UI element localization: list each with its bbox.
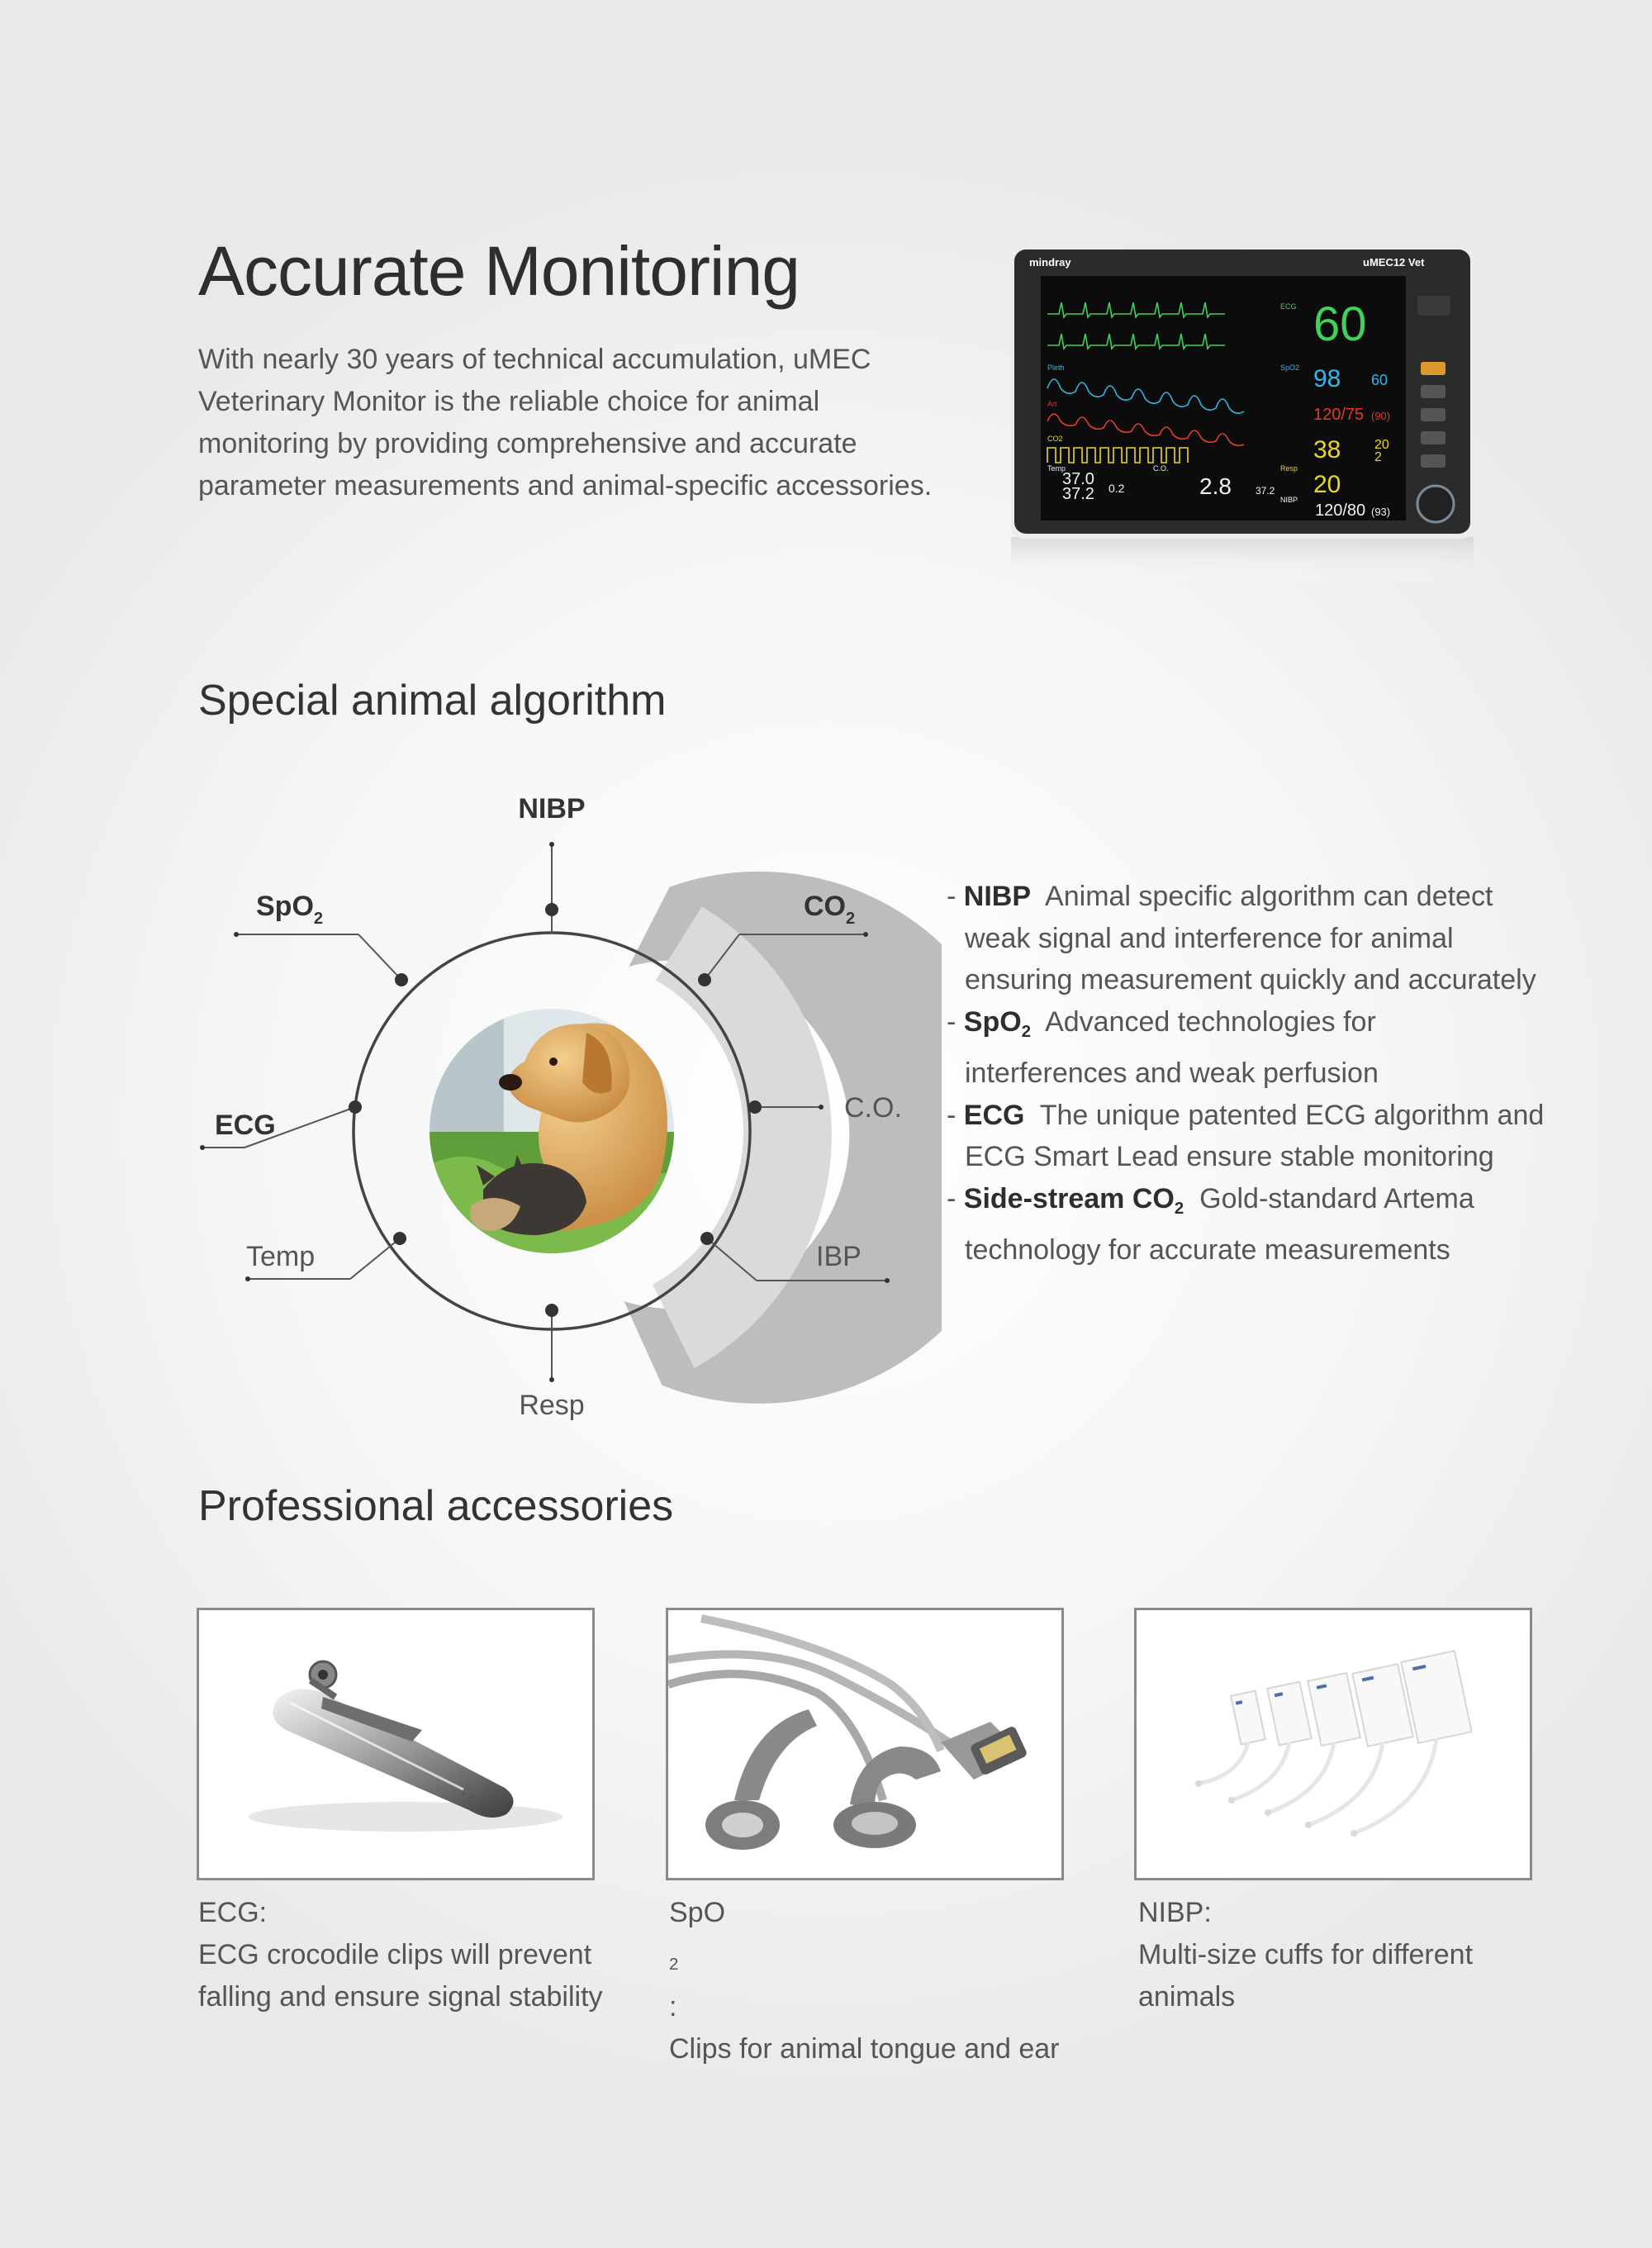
monitor-hr-value: 60 bbox=[1313, 297, 1367, 351]
algorithm-heading: Special animal algorithm bbox=[198, 677, 667, 725]
desc-line: Animal specific algorithm can detect bbox=[1045, 881, 1493, 912]
monitor-tb: 37.2 bbox=[1256, 485, 1275, 497]
node-spo2 bbox=[395, 973, 408, 986]
monitor-pleth-label: Pleth bbox=[1047, 364, 1065, 372]
end-dot bbox=[885, 1278, 890, 1283]
label-co2-sub: 2 bbox=[846, 910, 856, 928]
monitor-alarm-key bbox=[1421, 362, 1446, 375]
connector-temp bbox=[350, 1238, 400, 1279]
monitor-nibp-mean: (93) bbox=[1371, 506, 1391, 518]
caption-line: Multi-size cuffs for different bbox=[1138, 1939, 1474, 1970]
desc-prefix: - bbox=[947, 1099, 964, 1131]
monitor-key bbox=[1421, 454, 1446, 468]
caption-line: Clips for animal tongue and ear bbox=[669, 2033, 1060, 2065]
monitor-art-label: Art bbox=[1047, 400, 1057, 408]
caption-title-main: ECG: bbox=[198, 1897, 268, 1928]
caption-title bbox=[198, 1892, 628, 1934]
node-temp bbox=[393, 1232, 406, 1245]
monitor-brand: mindray bbox=[1029, 256, 1071, 269]
nibp-cuffs-illustration bbox=[1137, 1610, 1530, 1878]
monitor-spo2-label: SpO2 bbox=[1280, 364, 1300, 372]
caption-title-tail: : bbox=[669, 1991, 677, 2023]
desc-co2 bbox=[947, 1178, 1624, 1271]
monitor-resp-label: Resp bbox=[1280, 464, 1298, 473]
monitor-product-image bbox=[1008, 246, 1477, 587]
desc-term: ECG bbox=[963, 1099, 1025, 1131]
caption-title-main: NIBP: bbox=[1138, 1897, 1212, 1928]
intro-line: Veterinary Monitor is the reliable choice for animal bbox=[198, 386, 820, 417]
accessories-heading: Professional accessories bbox=[198, 1482, 674, 1530]
monitor-co-label: C.O. bbox=[1153, 464, 1169, 473]
desc-line: technology for accurate measurements bbox=[965, 1234, 1450, 1267]
desc-row bbox=[947, 1178, 1624, 1230]
desc-row bbox=[947, 1001, 1624, 1053]
monitor-td: 0.2 bbox=[1108, 482, 1125, 495]
end-dot bbox=[863, 932, 868, 937]
label-temp: Temp bbox=[246, 1241, 316, 1272]
desc-term-main: Side-stream CO bbox=[963, 1182, 1175, 1214]
monitor-t1: 37.0 bbox=[1062, 470, 1094, 488]
accessory-image-nibp bbox=[1134, 1608, 1532, 1880]
desc-term bbox=[963, 1182, 1184, 1218]
desc-term-sub: 2 bbox=[1174, 1199, 1184, 1218]
monitor-co2-b: 20 bbox=[1374, 438, 1389, 452]
monitor-key bbox=[1421, 408, 1446, 421]
monitor-model: uMEC12 Vet bbox=[1363, 256, 1425, 269]
monitor-key bbox=[1421, 431, 1446, 444]
end-dot bbox=[234, 932, 239, 937]
node-nibp bbox=[545, 903, 558, 916]
end-dot bbox=[245, 1276, 250, 1281]
monitor-temp-label: Temp bbox=[1047, 464, 1066, 473]
monitor-key bbox=[1421, 385, 1446, 398]
monitor-t2: 37.2 bbox=[1062, 485, 1094, 503]
monitor-resp-value: 20 bbox=[1313, 471, 1341, 498]
label-spo2-main: SpO bbox=[256, 891, 314, 922]
algorithm-descriptions bbox=[947, 876, 1624, 1271]
desc-term-main: SpO bbox=[963, 1005, 1022, 1038]
monitor-nibp-label: NIBP bbox=[1280, 496, 1298, 504]
monitor-reflection bbox=[1011, 537, 1474, 583]
label-spo2 bbox=[256, 891, 323, 928]
caption-line: falling and ensure signal stability bbox=[198, 1981, 603, 2013]
caption-ecg bbox=[198, 1892, 628, 2018]
monitor-spo2-value: 98 bbox=[1313, 365, 1341, 392]
monitor-pr-value: 60 bbox=[1371, 372, 1389, 388]
intro-paragraph bbox=[198, 339, 942, 507]
label-co: C.O. bbox=[844, 1092, 902, 1124]
page-title: Accurate Monitoring bbox=[198, 232, 800, 310]
caption-line: animals bbox=[1138, 1981, 1236, 2013]
desc-line: Advanced technologies for bbox=[1045, 1005, 1376, 1038]
node-co2 bbox=[698, 973, 711, 986]
intro-line: monitoring by providing comprehensive and accurate bbox=[198, 428, 857, 459]
intro-line: parameter measurements and animal-specific accessories. bbox=[198, 470, 933, 501]
desc-line: Gold-standard Artema bbox=[1199, 1182, 1474, 1214]
caption-spo2 bbox=[669, 1892, 1099, 2070]
desc-term bbox=[963, 1005, 1032, 1041]
desc-line: weak signal and interference for animal bbox=[965, 922, 1454, 954]
monitor-co-value: 2.8 bbox=[1199, 473, 1232, 499]
end-dot bbox=[819, 1105, 824, 1110]
connector-spo2 bbox=[358, 934, 401, 980]
caption-title-sub: 2 bbox=[669, 1956, 679, 1975]
accessory-image-spo2 bbox=[666, 1608, 1064, 1880]
algorithm-diagram bbox=[198, 777, 942, 1438]
monitor-side-key bbox=[1417, 296, 1450, 316]
desc-line: ECG Smart Lead ensure stable monitoring bbox=[965, 1141, 1494, 1173]
dog-cat-photo bbox=[430, 1008, 694, 1256]
end-dot bbox=[200, 1145, 205, 1150]
label-ecg: ECG bbox=[215, 1110, 276, 1141]
label-spo2-sub: 2 bbox=[313, 910, 324, 928]
monitor-co2-value: 38 bbox=[1313, 436, 1341, 463]
desc-term: NIBP bbox=[963, 881, 1032, 912]
desc-ecg bbox=[947, 1095, 1624, 1178]
desc-row bbox=[947, 1095, 1624, 1137]
caption-title bbox=[669, 1892, 1099, 2028]
desc-nibp bbox=[947, 876, 1624, 1001]
node-resp bbox=[545, 1304, 558, 1317]
label-co2-main: CO bbox=[804, 891, 846, 922]
label-ibp: IBP bbox=[816, 1241, 862, 1272]
monitor-co2-label: CO2 bbox=[1047, 435, 1063, 443]
desc-prefix: - bbox=[947, 1182, 964, 1214]
desc-line: interferences and weak perfusion bbox=[965, 1057, 1379, 1090]
end-dot bbox=[549, 842, 554, 847]
node-ecg bbox=[349, 1100, 362, 1114]
monitor-illustration bbox=[1008, 246, 1477, 587]
ring-diagram bbox=[198, 777, 942, 1438]
desc-term-sub: 2 bbox=[1021, 1022, 1032, 1041]
desc-prefix: - bbox=[947, 1005, 964, 1038]
label-resp: Resp bbox=[519, 1390, 585, 1421]
monitor-art-value: 120/75 bbox=[1313, 406, 1365, 424]
intro-line: With nearly 30 years of technical accumulation, uMEC bbox=[198, 344, 871, 375]
label-nibp: NIBP bbox=[518, 793, 586, 825]
accessory-image-ecg bbox=[197, 1608, 595, 1880]
monitor-co2-c: 2 bbox=[1374, 450, 1382, 464]
monitor-nibp-value: 120/80 bbox=[1315, 501, 1366, 520]
node-ibp bbox=[700, 1232, 714, 1245]
end-dot bbox=[549, 1377, 554, 1382]
spo2-clip-illustration bbox=[668, 1610, 1061, 1878]
node-co bbox=[748, 1100, 762, 1114]
ecg-clip-illustration bbox=[199, 1610, 592, 1878]
caption-title bbox=[1138, 1892, 1568, 1934]
desc-line: The unique patented ECG algorithm and bbox=[1039, 1099, 1545, 1131]
monitor-ecg-label: ECG bbox=[1280, 302, 1297, 311]
monitor-knob bbox=[1417, 486, 1454, 522]
desc-row bbox=[947, 876, 1624, 918]
caption-title-main: SpO bbox=[669, 1897, 726, 1928]
monitor-art-mean: (90) bbox=[1371, 410, 1391, 422]
desc-line: ensuring measurement quickly and accurately bbox=[965, 964, 1536, 996]
desc-spo2 bbox=[947, 1001, 1624, 1095]
caption-nibp bbox=[1138, 1892, 1568, 2018]
desc-prefix: - bbox=[947, 881, 964, 912]
caption-line: ECG crocodile clips will prevent bbox=[198, 1939, 592, 1970]
